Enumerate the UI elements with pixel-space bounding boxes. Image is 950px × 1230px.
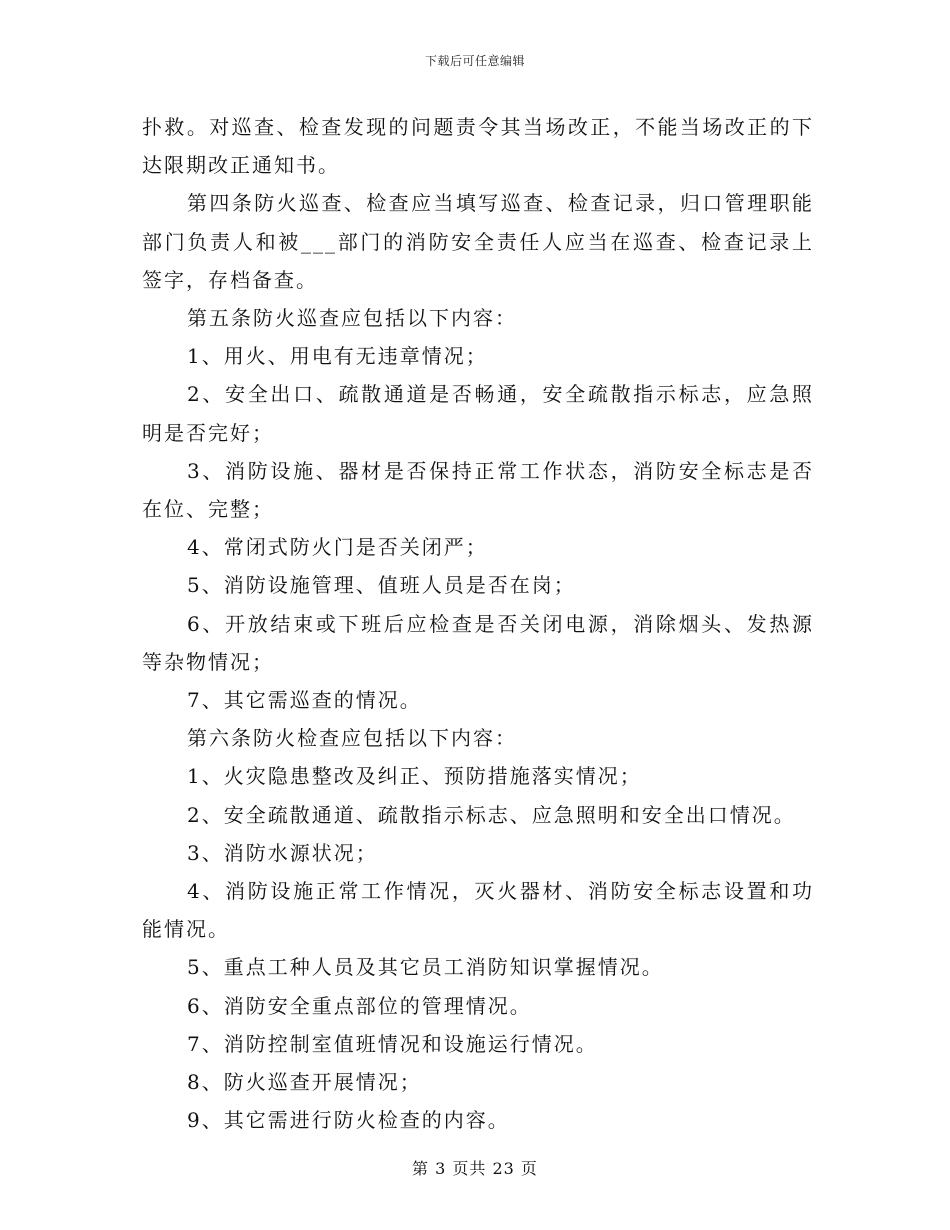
article-6-item-2: 2、安全疏散通道、疏散指示标志、应急照明和安全出口情况。 <box>187 802 796 827</box>
article-6-item-9: 9、其它需进行防火检查的内容。 <box>187 1108 510 1133</box>
article-6-item-1: 1、火灾隐患整改及纠正、预防措施落实情况； <box>187 764 642 789</box>
article-6-item-3: 3、消防水源状况； <box>187 840 378 865</box>
article-5-item-4: 4、常闭式防火门是否关闭严； <box>187 535 488 560</box>
article-5-item-5: 5、消防设施管理、值班人员是否在岗； <box>187 573 576 598</box>
article-4-paragraph: 第四条防火巡查、检查应当填写巡查、检查记录，归口管理职能部门负责人和被___部门的消防安全责任人应当在巡查、检查记录上签字，存档备查。 <box>142 191 814 292</box>
article-6-heading: 第六条防火检查应包括以下内容： <box>187 726 517 751</box>
document-body <box>142 108 814 1139</box>
page-header-note: 下载后可任意编辑 <box>424 54 525 68</box>
article-5-item-6: 6、开放结束或下班后应检查是否关闭电源，消除烟头、发热源等杂物情况； <box>142 611 814 674</box>
paragraph-continuation: 扑救。对巡查、检查发现的问题责令其当场改正，不能当场改正的下达限期改正通知书。 <box>142 115 814 178</box>
article-5-item-1: 1、用火、用电有无违章情况； <box>187 344 488 369</box>
article-6-item-7: 7、消防控制室值班情况和设施运行情况。 <box>187 1031 598 1056</box>
article-6-item-8: 8、防火巡查开展情况； <box>187 1070 422 1095</box>
article-5-item-7: 7、其它需巡查的情况。 <box>187 688 422 713</box>
article-6-item-6: 6、消防安全重点部位的管理情况。 <box>187 993 532 1018</box>
page-number: 第 3 页共 23 页 <box>412 1159 538 1178</box>
article-6-item-5: 5、重点工种人员及其它员工消防知识掌握情况。 <box>187 955 664 980</box>
article-5-item-2: 2、安全出口、疏散通道是否畅通，安全疏散指示标志，应急照明是否完好； <box>142 382 814 445</box>
article-5-heading: 第五条防火巡查应包括以下内容： <box>187 306 517 331</box>
article-6-item-4: 4、消防设施正常工作情况，灭火器材、消防安全标志设置和功能情况。 <box>142 879 814 942</box>
article-5-item-3: 3、消防设施、器材是否保持正常工作状态，消防安全标志是否在位、完整； <box>142 458 814 522</box>
